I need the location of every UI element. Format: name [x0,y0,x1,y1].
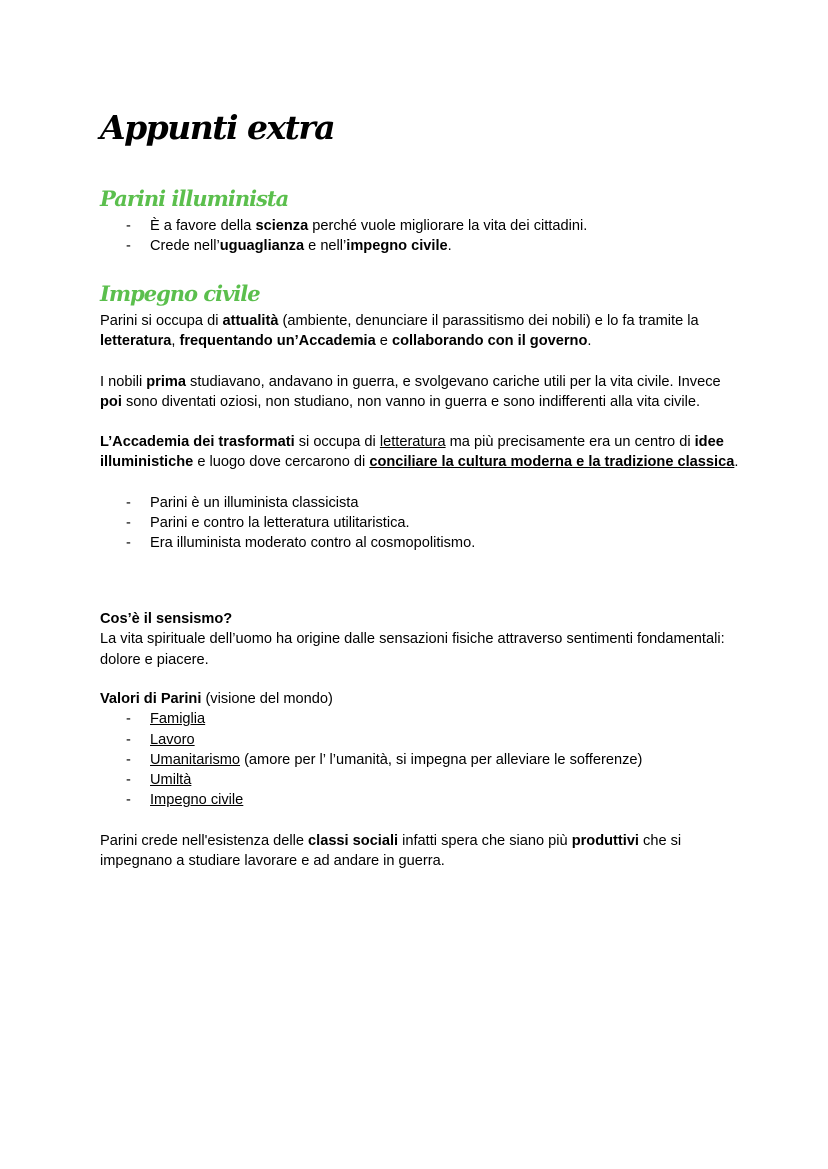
section-closing [100,831,740,872]
list-item: - Impegno civile [122,790,740,810]
valori-label: Valori di Parini (visione del mondo) [100,691,333,707]
bullet-list [100,216,740,257]
list-item: - Era illuminista moderato contro al cosmopolitismo. [122,533,740,553]
section-heading: Parini illuminista [100,186,289,211]
question-heading: Cos’è il sensismo? [100,611,233,627]
paragraph: Parini si occupa di attualità (ambiente, denunciare il parassitismo dei nobili) e lo fa tramite la letteratura, frequentando un’Accademia e collaborando con il governo. [100,313,699,350]
bullet-list [100,493,740,554]
list-item: - Parini e contro la letteratura utilitaristica. [122,513,740,533]
paragraph: I nobili prima studiavano, andavano in guerra, e svolgevano cariche utili per la vita civile. Invece poi sono diventati oziosi, non studiano, non vanno in guerra e sono indifferenti alla vita civile. [100,373,721,410]
section-valori [100,689,740,811]
paragraph: La vita spirituale dell’uomo ha origine dalle sensazioni fisiche attraverso sentimenti fondamentali: dolore e piacere. [100,631,725,668]
list-item: - Umiltà [122,770,740,790]
section-sensismo [100,609,740,670]
paragraph: L’Accademia dei trasformati si occupa di letteratura ma più precisamente era un centro di idee illuministiche e luogo dove cercarono di conciliare la cultura moderna e la tradizione classica. [100,434,739,471]
list-item: - Umanitarismo (amore per l’ l’umanità, si impegna per alleviare le sofferenze) [122,750,740,770]
list-item: - Lavoro [122,730,740,750]
paragraph: Parini crede nell'esistenza delle classi sociali infatti spera che siano più produttivi che si impegnano a studiare lavorare e ad andare in guerra. [100,833,682,870]
section-impegno-civile [100,281,740,554]
page-title: Appunti extra [100,108,335,147]
list-item: - Famiglia [122,709,740,729]
list-item: - Parini è un illuminista classicista [122,493,740,513]
section-parini-illuminista [100,186,740,257]
section-heading: Impegno civile [100,281,260,306]
list-item: - È a favore della scienza perché vuole migliorare la vita dei cittadini. [122,216,740,236]
bullet-list [100,709,740,810]
list-item: - Crede nell’uguaglianza e nell’impegno civile. [122,236,740,256]
